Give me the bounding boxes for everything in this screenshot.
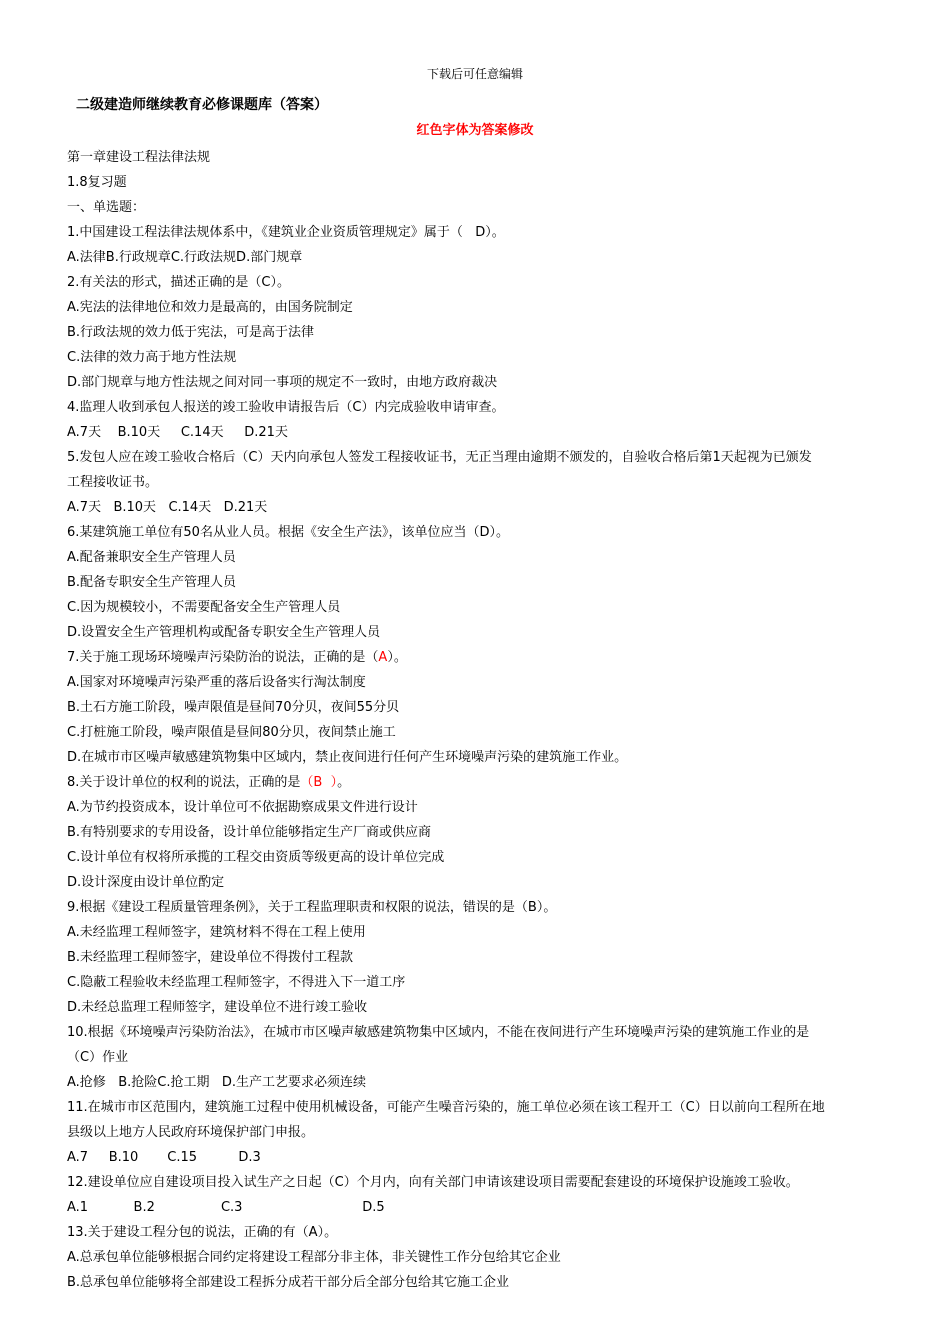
question-8-answer: （B ） (300, 775, 338, 790)
question-8-option-d: D.设计深度由设计单位酌定 (67, 875, 225, 890)
question-2-stem: 2.有关法的形式，描述正确的是（C）。 (67, 275, 290, 290)
question-6-option-b: B.配备专职安全生产管理人员 (67, 575, 237, 590)
question-11-options: A.7 B.10 C.15 D.3 (67, 1150, 261, 1165)
section-heading: 1.8复习题 (67, 175, 127, 190)
chapter-heading: 第一章建设工程法律法规 (67, 150, 211, 165)
question-5-options: A.7天 B.10天 C.14天 D.21天 (67, 500, 268, 515)
question-8-stem-text: 8.关于设计单位的权利的说法，正确的是 (67, 775, 301, 790)
question-7-option-d: D.在城市市区噪声敏感建筑物集中区域内，禁止夜间进行任何产生环境噪声污染的建筑施工作业。 (67, 750, 628, 765)
question-2-option-a: A.宪法的法律地位和效力是最高的，由国务院制定 (67, 300, 353, 315)
question-8-stem (67, 770, 907, 795)
question-9-option-a: A.未经监理工程师签字，建筑材料不得在工程上使用 (67, 925, 366, 940)
question-2-option-c: C.法律的效力高于地方性法规 (67, 350, 237, 365)
question-4-options: A.7天 B.10天 C.14天 D.21天 (67, 425, 288, 440)
question-9-option-c: C.隐蔽工程验收未经监理工程师签字，不得进入下一道工序 (67, 975, 406, 990)
question-1-options: A.法律B.行政规章C.行政法规D.部门规章 (67, 250, 303, 265)
question-6-stem: 6.某建筑施工单位有50名从业人员。根据《安全生产法》，该单位应当（D）。 (67, 525, 509, 540)
question-13-option-a: A.总承包单位能够根据合同约定将建设工程部分非主体，非关键性工作分包给其它企业 (67, 1250, 561, 1265)
question-7-stem-end: ）。 (387, 650, 407, 665)
part-heading: 一、单选题： (67, 200, 146, 215)
question-5-stem-line-2: 工程接收证书。 (67, 475, 159, 490)
question-8-stem-end: 。 (337, 775, 351, 790)
question-11-stem-line-1: 11.在城市市区范围内，建筑施工过程中使用机械设备，可能产生噪音污染的，施工单位必须在该工程开工（C）日以前向工程所在地 (67, 1100, 825, 1115)
question-13-stem: 13.关于建设工程分包的说法，正确的有（A）。 (67, 1225, 338, 1240)
question-1-stem: 1.中国建设工程法律法规体系中，《建筑业企业资质管理规定》属于（ D）。 (67, 225, 505, 240)
question-12-stem: 12.建设单位应自建设项目投入试生产之日起（C）个月内，向有关部门申请该建设项目需要配套建设的环境保护设施竣工验收。 (67, 1175, 799, 1190)
question-8-option-a: A.为节约投资成本，设计单位可不依据勘察成果文件进行设计 (67, 800, 418, 815)
question-7-answer: A (378, 650, 388, 665)
question-5-stem-line-1: 5.发包人应在竣工验收合格后（C）天内向承包人签发工程接收证书，无正当理由逾期不颁发的，自验收合格后第1天起视为已颁发 (67, 450, 812, 465)
question-7-option-c: C.打桩施工阶段，噪声限值是昼间80分贝，夜间禁止施工 (67, 725, 396, 740)
question-2-option-d: D.部门规章与地方性法规之间对同一事项的规定不一致时，由地方政府裁决 (67, 375, 498, 390)
question-10-stem-line-2: （C）作业 (67, 1050, 129, 1065)
question-10-options: A.抢修 B.抢险C.抢工期 D.生产工艺要求必须连续 (67, 1075, 366, 1090)
question-12-options: A.1 B.2 C.3 D.5 (67, 1200, 385, 1215)
question-6-option-d: D.设置安全生产管理机构或配备专职安全生产管理人员 (67, 625, 381, 640)
question-8-option-b: B.有特别要求的专用设备，设计单位能够指定生产厂商或供应商 (67, 825, 432, 840)
question-4-stem: 4.监理人收到承包人报送的竣工验收申请报告后（C）内完成验收申请审查。 (67, 400, 505, 415)
question-13-option-b: B.总承包单位能够将全部建设工程拆分成若干部分后全部分包给其它施工企业 (67, 1275, 510, 1290)
header-note: 下载后可任意编辑 (426, 67, 523, 81)
question-9-option-b: B.未经监理工程师签字，建设单位不得拨付工程款 (67, 950, 354, 965)
question-8-option-c: C.设计单位有权将所承揽的工程交由资质等级更高的设计单位完成 (67, 850, 445, 865)
question-9-option-d: D.未经总监理工程师签字，建设单位不进行竣工验收 (67, 1000, 368, 1015)
question-7-stem-text: 7.关于施工现场环境噪声污染防治的说法，正确的是（ (67, 650, 379, 665)
question-9-stem: 9.根据《建设工程质量管理条例》，关于工程监理职责和权限的说法，错误的是（B）。 (67, 900, 557, 915)
document-title: 二级建造师继续教育必修课题库（答案） (76, 97, 328, 113)
question-11-stem-line-2: 县级以上地方人民政府环境保护部门申报。 (67, 1125, 315, 1140)
question-7-option-b: B.土石方施工阶段，噪声限值是昼间70分贝，夜间55分贝 (67, 700, 400, 715)
question-7-stem (67, 645, 907, 670)
red-font-note: 红色字体为答案修改 (416, 123, 534, 138)
document-body (67, 145, 907, 1295)
question-6-option-a: A.配备兼职安全生产管理人员 (67, 550, 236, 565)
question-10-stem-line-1: 10.根据《环境噪声污染防治法》，在城市市区噪声敏感建筑物集中区域内，不能在夜间进行产生环境噪声污染的建筑施工作业的是 (67, 1025, 810, 1040)
question-6-option-c: C.因为规模较小，不需要配备安全生产管理人员 (67, 600, 341, 615)
question-2-option-b: B.行政法规的效力低于宪法，可是高于法律 (67, 325, 315, 340)
question-7-option-a: A.国家对环境噪声污染严重的落后设备实行淘汰制度 (67, 675, 366, 690)
